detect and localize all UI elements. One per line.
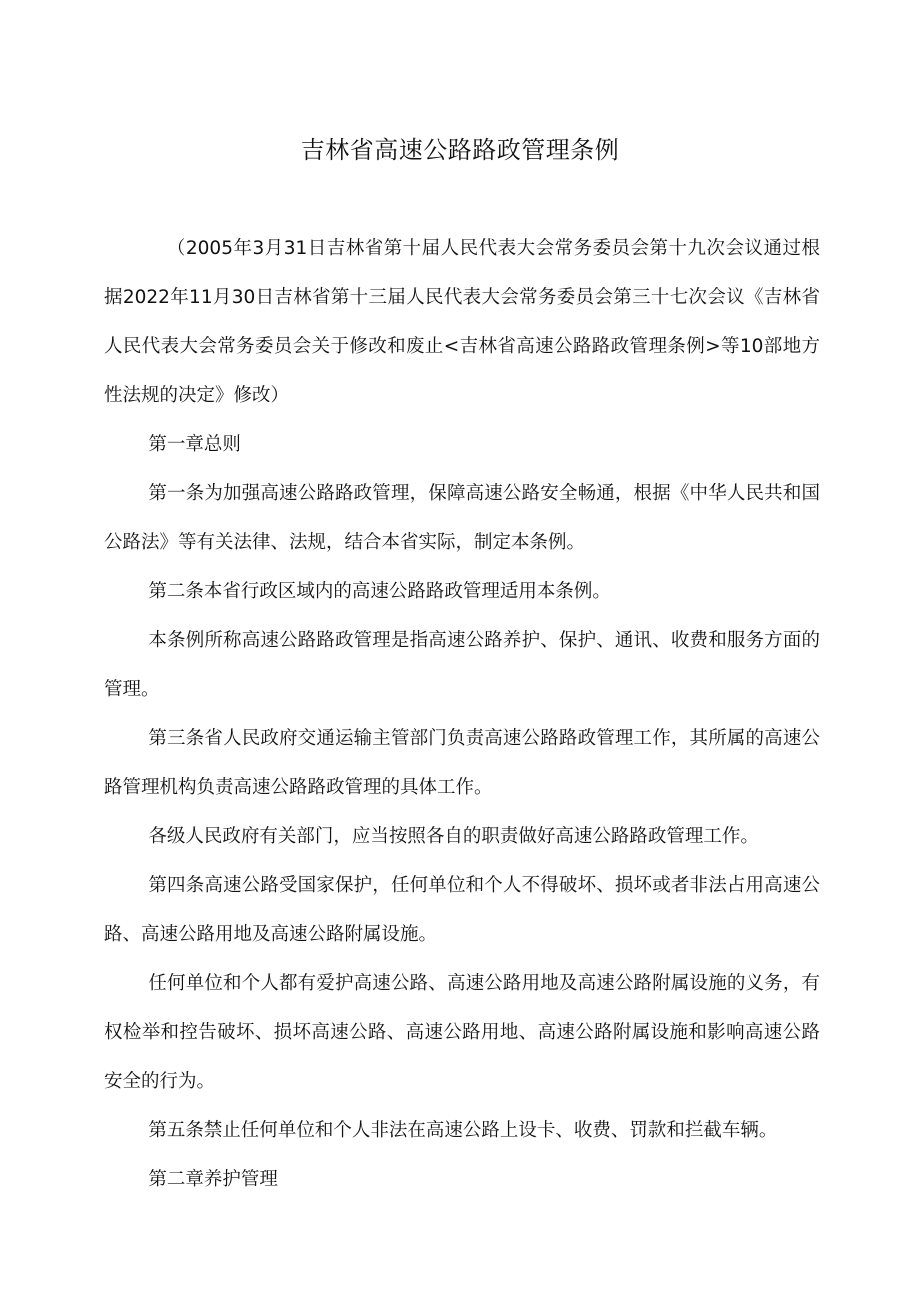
article-4: 第四条高速公路受国家保护，任何单位和个人不得破坏、损坏或者非法占用高速公路、高速公路用地及高速公路附属设施。 [104, 875, 820, 945]
article-2-paragraph-2: 本条例所称高速公路路政管理是指高速公路养护、保护、通讯、收费和服务方面的管理。 [104, 630, 820, 700]
chapter-heading-2: 第二章养护管理 [148, 1169, 278, 1190]
article-3-paragraph-2: 各级人民政府有关部门，应当按照各自的职责做好高速公路路政管理工作。 [148, 826, 759, 847]
article-5: 第五条禁止任何单位和个人非法在高速公路上设卡、收费、罚款和拦截车辆。 [148, 1120, 778, 1141]
chapter-heading-1: 第一章总则 [148, 434, 241, 455]
document-title: 吉林省高速公路路政管理条例 [300, 136, 620, 164]
article-2: 第二条本省行政区域内的高速公路路政管理适用本条例。 [148, 581, 611, 602]
article-1: 第一条为加强高速公路路政管理，保障高速公路安全畅通，根据《中华人民共和国公路法》等有关法律、法规，结合本省实际，制定本条例。 [104, 483, 820, 553]
adoption-note: （2005年3月31日吉林省第十届人民代表大会常务委员会第十九次会议通过根据2022年11月30日吉林省第十三届人民代表大会常务委员会第三十七次会议《吉林省人民代表大会常务委员会关于修改和废止<吉林省高速公路路政管理条例>等10部地方性法规的决定》修改） [104, 238, 820, 406]
article-4-paragraph-2: 任何单位和个人都有爱护高速公路、高速公路用地及高速公路附属设施的义务，有权检举和控告破坏、损坏高速公路、高速公路用地、高速公路附属设施和影响高速公路安全的行为。 [104, 973, 820, 1092]
article-3: 第三条省人民政府交通运输主管部门负责高速公路路政管理工作，其所属的高速公路管理机构负责高速公路路政管理的具体工作。 [104, 728, 820, 798]
document-body [104, 224, 820, 1204]
